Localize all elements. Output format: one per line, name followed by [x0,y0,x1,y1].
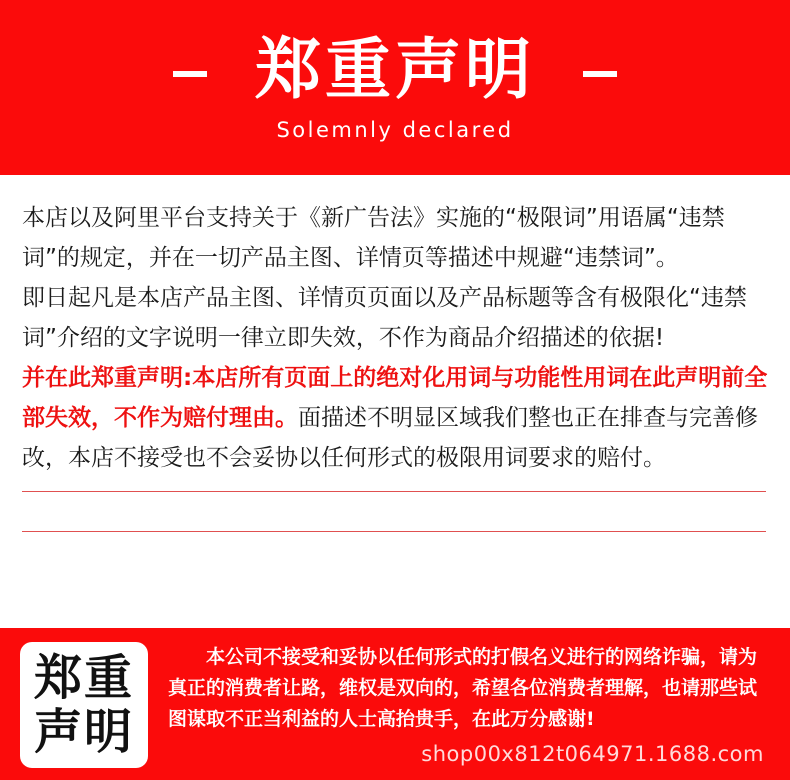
dash-right-icon [583,71,617,77]
shop-watermark: shop00x812t064971.1688.com [421,742,764,766]
badge-line-1: 郑重 [33,650,134,706]
highlight-statement: 并在此郑重声明:本店所有页面上的绝对化用词与功能性用词在此声明前全部失效，不作为赔付理由。 [22,365,768,431]
footer-banner [0,628,790,780]
paragraph-3 [22,358,772,478]
dash-left-icon [173,71,207,77]
footer-notice: 本公司不接受和妥协以任何形式的打假名义进行的网络诈骗，请为真正的消费者让路，维权是双向的，希望各位消费者理解，也请那些试图谋取不正当利益的人士高抬贵手，在此万分感谢! [168,646,758,730]
declaration-body [22,198,772,478]
paragraph-1: 本店以及阿里平台支持关于《新广告法》实施的“极限词”用语属“违禁词”的规定，并在一切产品主图、详情页等描述中规避“违禁词”。 [22,205,725,271]
title-row [0,30,790,110]
page-title: 郑重声明 [255,31,535,108]
badge-line-2: 声明 [33,704,134,760]
underline-2 [22,531,766,532]
paragraph-3-rest: 面描述不明显区域我们整也正在排查与完善修改，本店不接受也不会妥协以任何形式的极限用词要求的赔付。 [22,405,758,471]
page-subtitle: Solemnly declared [276,118,514,142]
underline-1 [22,491,766,492]
declaration-badge [20,642,148,768]
paragraph-2: 即日起凡是本店产品主图、详情页页面以及产品标题等含有极限化“违禁词”介绍的文字说明一律立即失效，不作为商品介绍描述的依据! [22,285,747,351]
header-banner [0,0,790,175]
